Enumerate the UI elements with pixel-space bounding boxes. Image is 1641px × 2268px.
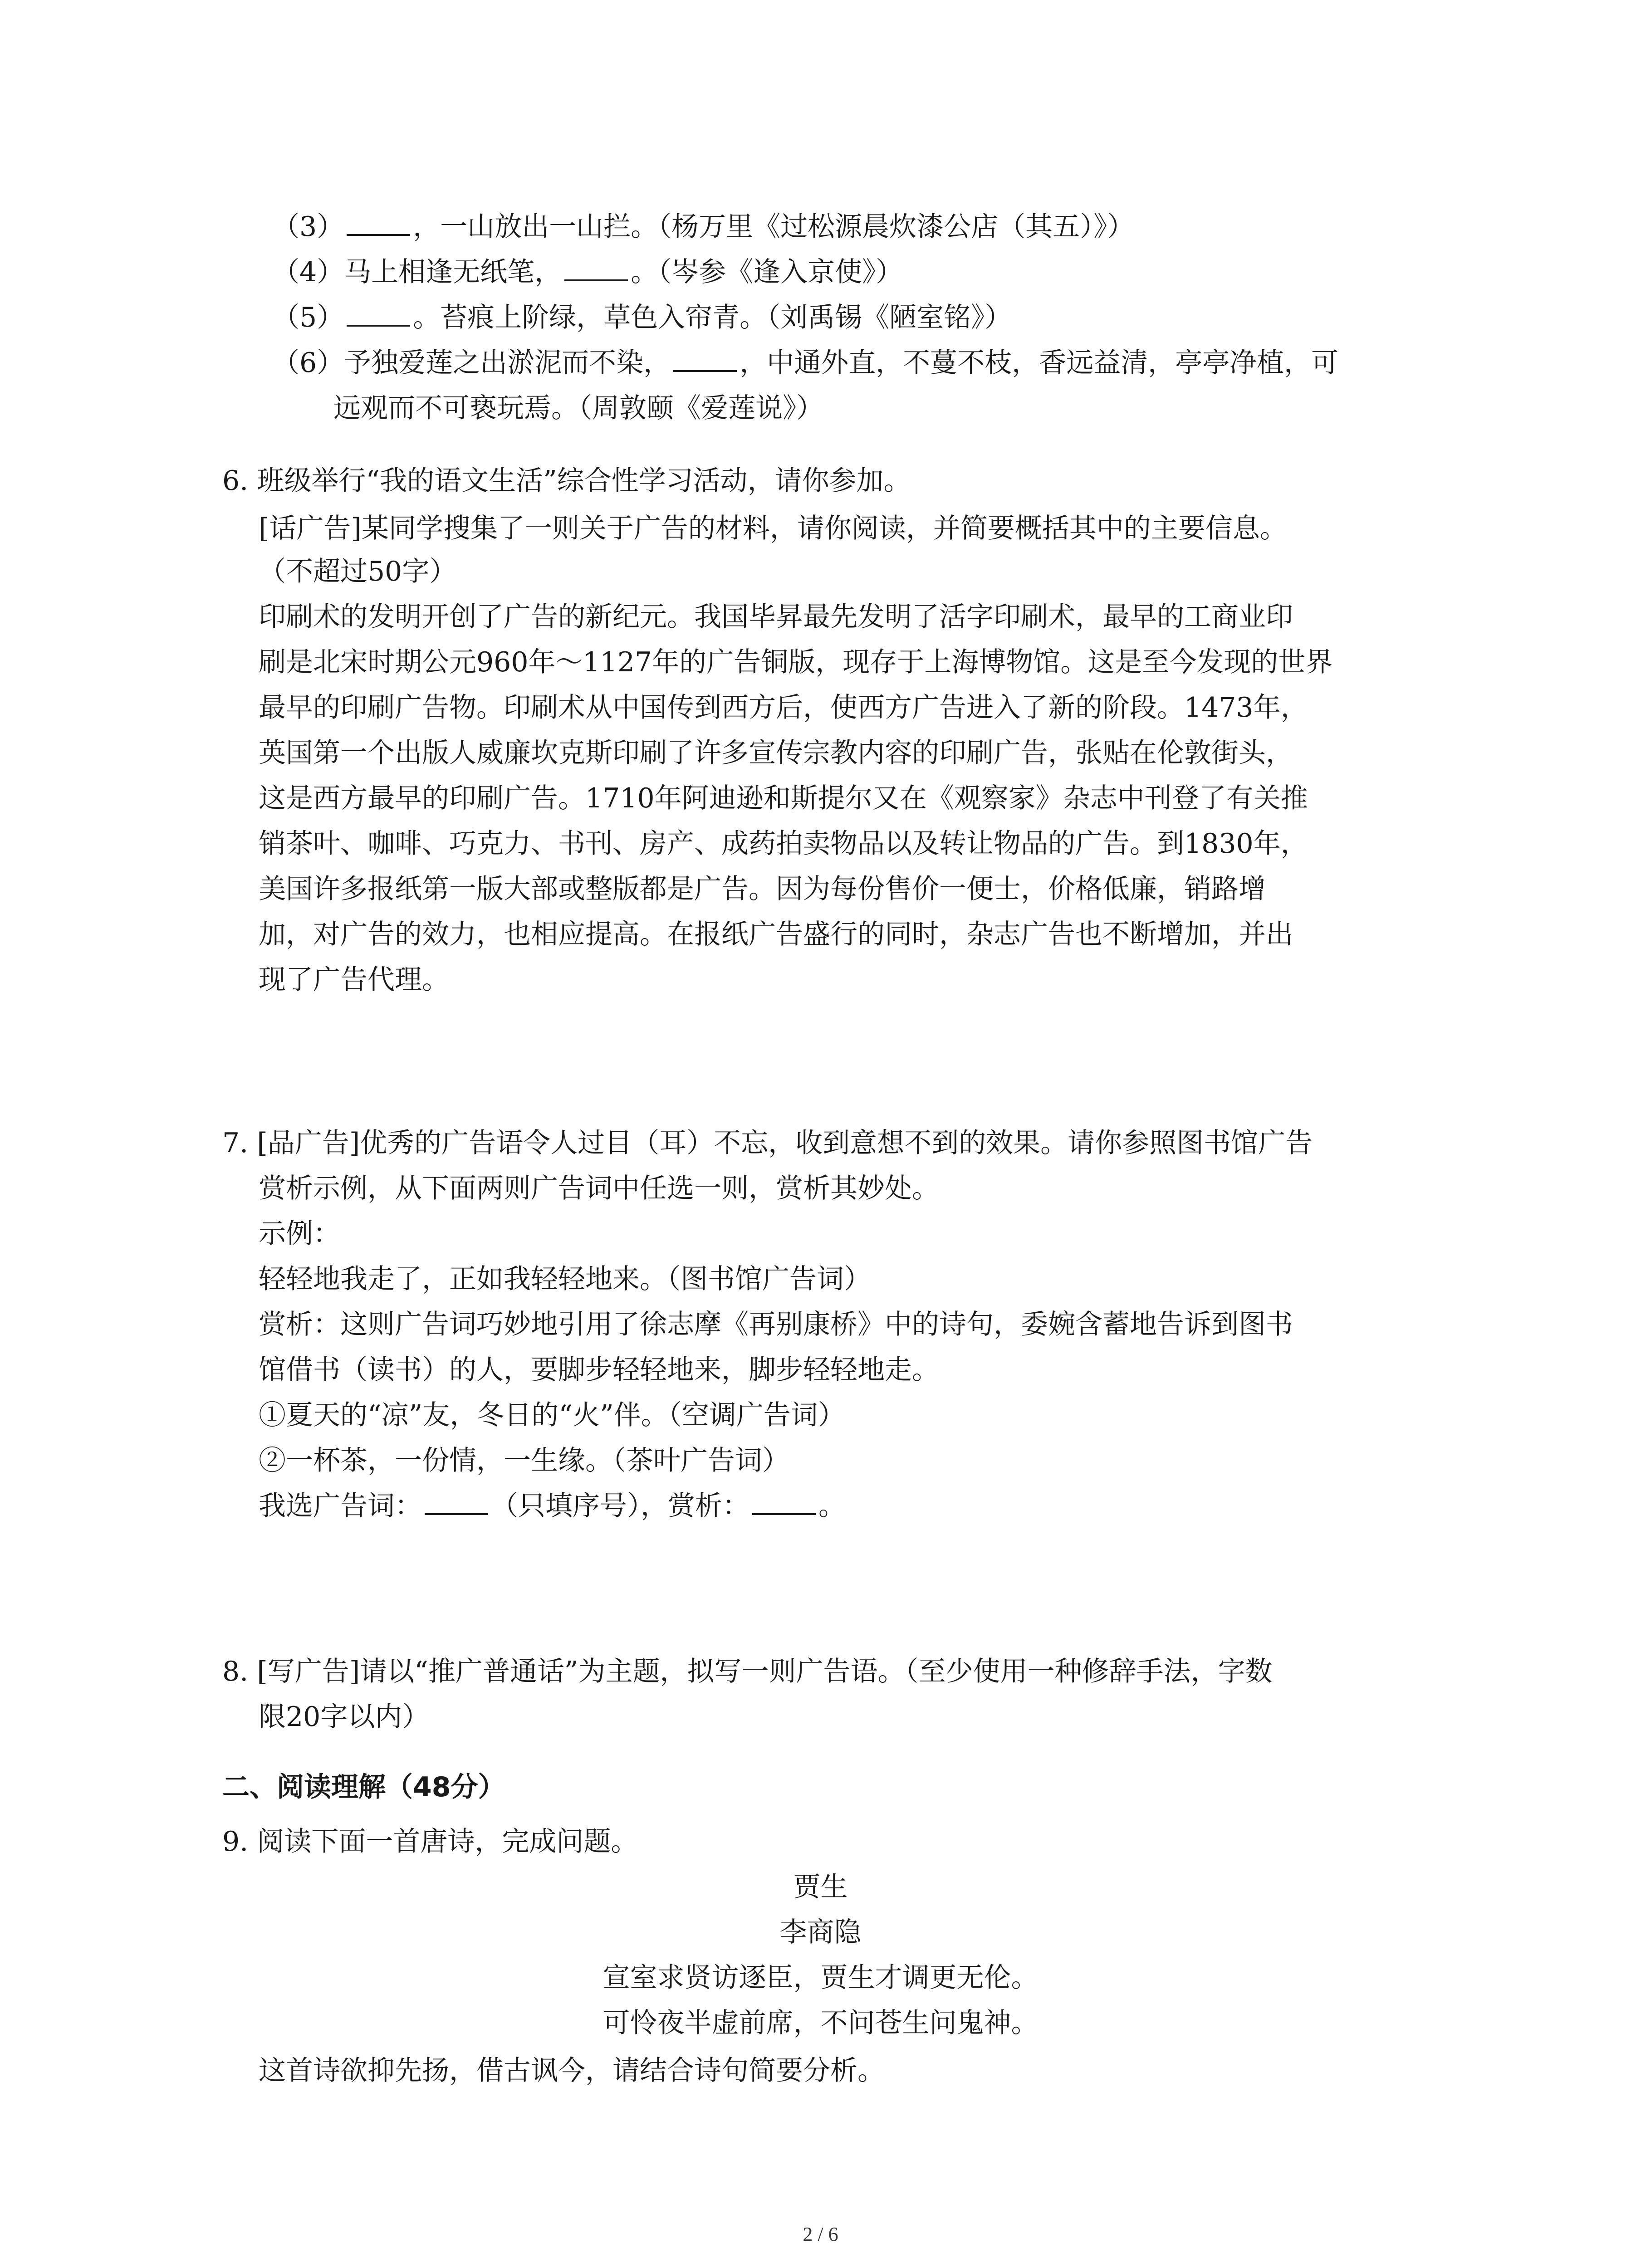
item-text: 。（岑参《逢入京使》） bbox=[631, 256, 903, 288]
item-prefix: （4）马上相逢无纸笔， bbox=[272, 256, 562, 288]
item-5-5 bbox=[272, 299, 1012, 336]
item-5-3 bbox=[272, 209, 1134, 245]
analysis-line: 赏析：这则广告词巧妙地引用了徐志摩《再别康桥》中的诗句，委婉含蓄地告诉到图书 bbox=[259, 1309, 1293, 1340]
question-6-prompt: [话广告]某同学搜集了一则关于广告的材料，请你阅读，并简要概括其中的主要信息。 bbox=[259, 513, 1287, 544]
passage-line: 销茶叶、咖啡、巧克力、书刊、房产、成药拍卖物品以及转让物品的广告。到1830年， bbox=[259, 828, 1308, 860]
poem-author: 李商隐 bbox=[779, 1916, 862, 1948]
question-8-line2: 限20字以内） bbox=[259, 1701, 430, 1733]
item-prefix: （3） bbox=[272, 211, 344, 243]
answer-end: 。 bbox=[818, 1490, 846, 1522]
option-1: ①夏天的“凉”友，冬日的“火”伴。（空调广告词） bbox=[259, 1399, 845, 1431]
passage-line: 印刷术的发明开创了广告的新纪元。我国毕昇最先发明了活字印刷术，最早的工商业印 bbox=[259, 601, 1293, 633]
item-text: 。苔痕上阶绿，草色入帘青。（刘禹锡《陋室铭》） bbox=[413, 302, 1012, 333]
question-number: 7. bbox=[222, 1127, 249, 1159]
passage-line: 加，对广告的效力，也相应提高。在报纸广告盛行的同时，杂志广告也不断增加，并出 bbox=[259, 919, 1293, 950]
question-number: 9. bbox=[222, 1826, 249, 1857]
question-6-title bbox=[222, 463, 911, 499]
item-5-6 bbox=[272, 345, 1338, 381]
passage-line: 这是西方最早的印刷广告。1710年阿迪逊和斯提尔又在《观察家》杂志中刊登了有关推 bbox=[259, 782, 1308, 814]
analysis-line: 馆借书（读书）的人，要脚步轻轻地来，脚步轻轻地走。 bbox=[259, 1354, 939, 1386]
question-7-line1 bbox=[222, 1125, 1313, 1161]
item-prefix: （5） bbox=[272, 302, 344, 333]
option-2: ②一杯茶，一份情，一生缘。（茶叶广告词） bbox=[259, 1445, 789, 1476]
answer-label: （只填序号），赏析： bbox=[491, 1490, 749, 1522]
question-9-intro bbox=[222, 1823, 638, 1860]
answer-label: 我选广告词： bbox=[259, 1490, 422, 1522]
passage-line: 美国许多报纸第一版大部或整版都是广告。因为每份售价一便士，价格低廉，销路增 bbox=[259, 873, 1266, 905]
question-9-prompt: 这首诗欲抑先扬，借古讽今，请结合诗句简要分析。 bbox=[259, 2055, 885, 2087]
item-prefix: （6）予独爱莲之出淤泥而不染， bbox=[272, 347, 671, 379]
page-number: 2 / 6 bbox=[803, 2223, 838, 2245]
item-text: ，中通外直，不蔓不枝，香远益清，亭亭净植，可 bbox=[740, 347, 1339, 379]
question-6-limit: （不超过50字） bbox=[259, 556, 457, 587]
example-text: 轻轻地我走了，正如我轻轻地来。（图书馆广告词） bbox=[259, 1263, 871, 1295]
passage-line: 现了广告代理。 bbox=[259, 964, 449, 996]
passage-line: 刷是北宋时期公元960年～1127年的广告铜版，现存于上海博物馆。这是至今发现的世界 bbox=[259, 646, 1333, 678]
answer-blank[interactable] bbox=[564, 254, 628, 281]
question-7-line2: 赏析示例，从下面两则广告词中任选一则，赏析其妙处。 bbox=[259, 1173, 939, 1204]
question-text: 阅读下面一首唐诗，完成问题。 bbox=[257, 1826, 638, 1857]
item-text: 远观而不可亵玩焉。（周敦颐《爱莲说》） bbox=[333, 392, 823, 424]
answer-blank[interactable] bbox=[425, 1488, 488, 1515]
item-text: ，一山放出一山拦。（杨万里《过松源晨炊漆公店（其五）》） bbox=[413, 211, 1135, 243]
item-5-4 bbox=[272, 254, 903, 290]
question-text: 班级举行“我的语文生活”综合性学习活动，请你参加。 bbox=[257, 465, 911, 497]
question-text: [写广告]请以“推广普通话”为主题，拟写一则广告语。（至少使用一种修辞手法，字数 bbox=[257, 1656, 1273, 1687]
question-number: 6. bbox=[222, 465, 249, 497]
answer-blank[interactable] bbox=[673, 345, 737, 372]
answer-blank[interactable] bbox=[347, 209, 410, 236]
poem-title: 贾生 bbox=[793, 1871, 848, 1903]
answer-blank[interactable] bbox=[347, 299, 410, 327]
question-number: 8. bbox=[222, 1656, 249, 1687]
answer-blank[interactable] bbox=[752, 1488, 816, 1515]
passage-line: 英国第一个出版人威廉坎克斯印刷了许多宣传宗教内容的印刷广告，张贴在伦敦街头， bbox=[259, 737, 1293, 769]
example-label: 示例： bbox=[259, 1218, 340, 1250]
answer-line bbox=[259, 1488, 846, 1524]
passage-line: 最早的印刷广告物。印刷术从中国传到西方后，使西方广告进入了新的阶段。1473年， bbox=[259, 692, 1308, 723]
poem-line: 宣室求贤访逐臣，贾生才调更无伦。 bbox=[603, 1962, 1038, 1994]
item-5-6-cont bbox=[333, 390, 823, 426]
section-heading: 二、阅读理解（48分） bbox=[222, 1771, 505, 1803]
poem-line: 可怜夜半虚前席，不问苍生问鬼神。 bbox=[603, 2007, 1038, 2039]
question-text: [品广告]优秀的广告语令人过目（耳）不忘，收到意想不到的效果。请你参照图书馆广告 bbox=[257, 1127, 1313, 1159]
question-8-line1 bbox=[222, 1653, 1273, 1690]
